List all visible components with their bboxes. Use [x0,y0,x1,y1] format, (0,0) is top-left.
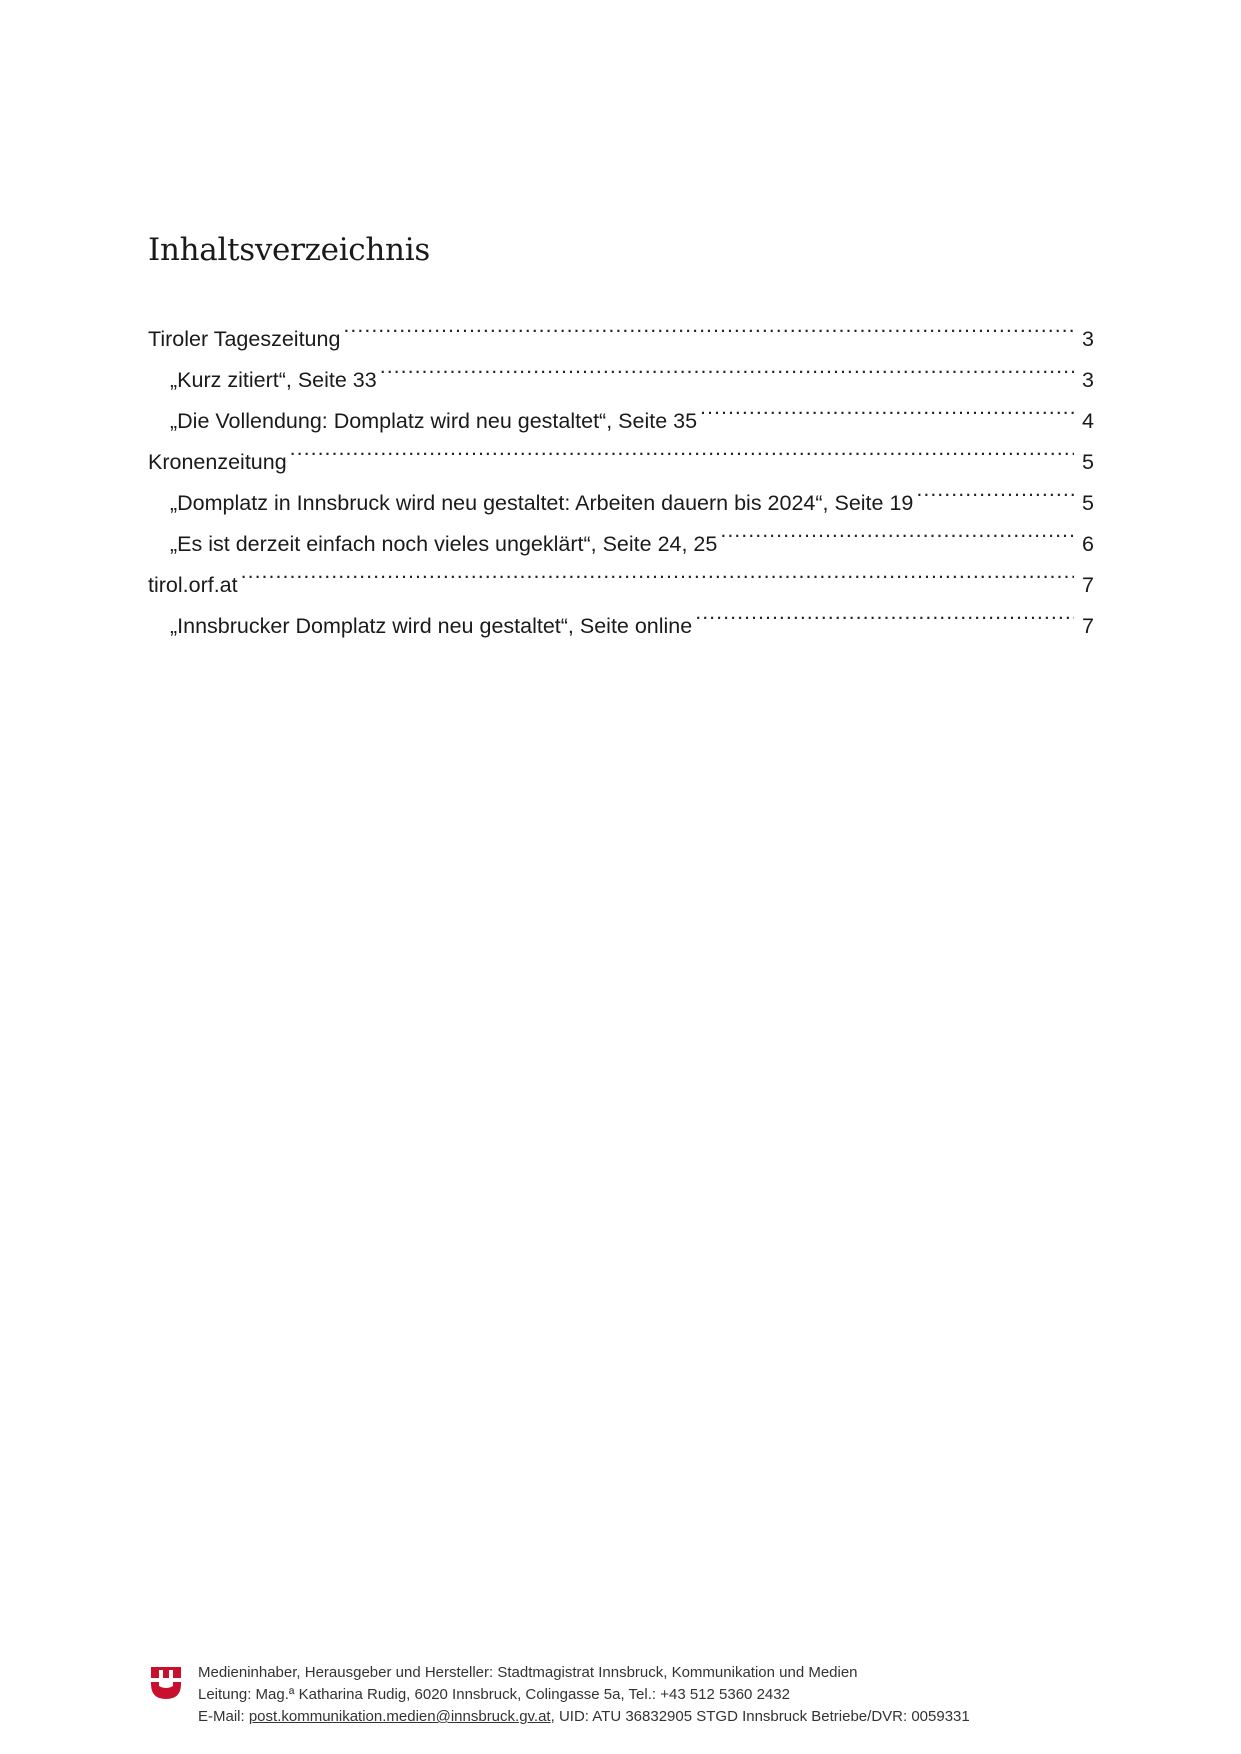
footer-email-label: E-Mail: [198,1708,249,1725]
toc-entry-text: „Kurz zitiert“, Seite 33 [170,368,377,392]
toc-page-number: 5 [1082,450,1094,474]
toc-entry-text: „Es ist derzeit einfach noch vieles ungeklärt“, Seite 24, 25 [170,532,718,556]
toc-leader-dots [380,346,1074,387]
toc-entry-text: „Domplatz in Innsbruck wird neu gestaltet: Arbeiten dauern bis 2024“, Seite 19 [170,491,914,515]
footer-contact-line [198,1706,970,1728]
page-footer [150,1662,1090,1732]
toc-entry-text: Kronenzeitung [148,450,287,474]
toc-leader-dots [700,387,1074,428]
toc-entry-text: Tiroler Tageszeitung [148,327,341,351]
toc-page-number: 6 [1082,532,1094,556]
toc-leader-dots [241,551,1074,592]
toc-entry-text: „Innsbrucker Domplatz wird neu gestaltet“, Seite online [170,614,693,638]
toc-entry-tiroler-tageszeitung[interactable] [148,305,1094,351]
toc-entry-tirol-orf-at[interactable] [148,551,1094,597]
logo-shape [151,1667,181,1699]
toc-leader-dots [720,510,1074,551]
toc-leader-dots [916,469,1074,510]
footer-registration-text: , UID: ATU 36832905 STGD Innsbruck Betriebe/DVR: 0059331 [550,1708,970,1725]
toc-page-number: 4 [1082,409,1094,433]
toc-page-number: 5 [1082,491,1094,515]
toc-entry-text: tirol.orf.at [148,573,238,597]
footer-publisher-line: Medieninhaber, Herausgeber und Hersteller: Stadtmagistrat Innsbruck, Kommunikation und Medien [198,1664,858,1681]
toc-leader-dots [695,592,1074,633]
toc-page-number: 7 [1082,614,1094,638]
footer-email-link[interactable]: post.kommunikation.medien@innsbruck.gv.at [248,1708,551,1725]
toc-title: Inhaltsverzeichnis [148,232,430,268]
toc-page-number: 3 [1082,327,1094,351]
toc-page-number: 3 [1082,368,1094,392]
table-of-contents [148,305,1094,638]
innsbruck-logo-icon [150,1666,182,1700]
footer-imprint [198,1662,970,1728]
footer-management-line: Leitung: Mag.ª Katharina Rudig, 6020 Innsbruck, Colingasse 5a, Tel.: +43 512 5360 2432 [198,1686,790,1703]
toc-entry-text: „Die Vollendung: Domplatz wird neu gestaltet“, Seite 35 [170,409,698,433]
toc-entry-innsbrucker-domplatz[interactable] [148,592,1094,638]
toc-leader-dots [290,428,1074,469]
toc-entry-kronenzeitung[interactable] [148,428,1094,474]
toc-entry-domplatz-innsbruck[interactable] [148,469,1094,515]
toc-page-number: 7 [1082,573,1094,597]
toc-leader-dots [343,305,1074,346]
